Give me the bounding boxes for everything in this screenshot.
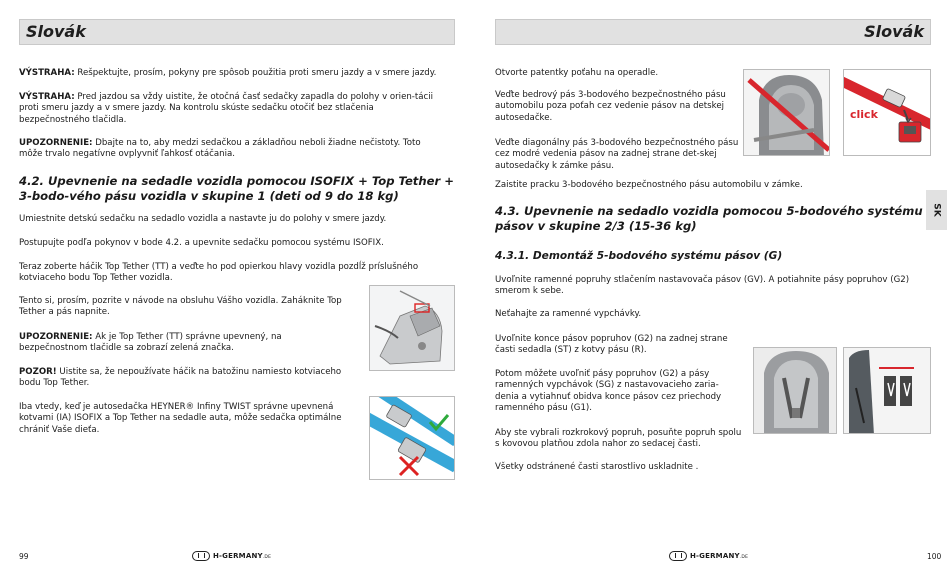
right-para-8: Potom môžete uvoľniť pásy popruhov (G2) a pásy ramenných vypchávok (SG) z nastavovacieho zaria-denia a vytiahnuť obidva konce pásov cez priechody ramenného pásu (G1). [495,369,722,414]
note-2: UPOZORNENIE: Ak je Top Tether (TT) správne upevnený, na bezpečnostnom tlačidle sa zobrazí zelená značka. [19,332,282,354]
left-para-5: Iba vtedy, keď je autosedačka HEYNER® Infiny TWIST správne upevnená kotvami (IA) ISOFIX a Top Tether na sedadle auta, môže sedačka optimálne chrániť Vaše dieťa. [19,402,342,435]
right-para-10: Všetky odstránené časti starostlivo uskladnite . [495,462,699,472]
h-germany-logo-icon [192,551,210,561]
left-header-bar [19,19,455,45]
left-page-number: 99 [19,552,29,561]
top-tether-figure [369,285,455,371]
right-para-1: Otvorte patentky poťahu na operadle. [495,68,659,78]
h-germany-logo-icon [669,551,687,561]
right-header-title: Slovák [864,22,924,41]
seat-belt-routing-figure [743,69,830,156]
right-footer-logo: H-GERMANY.DE [669,550,748,562]
left-footer-logo: H-GERMANY.DE [192,550,271,562]
right-para-3: Veďte diagonálny pás 3-bodového bezpečnostného pásu cez modré vedenia pásov na zadnej strane det-skej autosedačky k zámke pásu. [495,138,739,171]
subsection-heading-4-3-1: 4.3.1. Demontáž 5-bodového systému pásov (G) [495,250,783,262]
right-page-number: 100 [927,552,942,561]
warning-1: VÝSTRAHA: Rešpektujte, prosím, pokyny pre spôsob použitia proti smeru jazdy a v smere jazdy. [19,68,437,78]
buckle-click-figure [843,69,931,156]
right-para-4: Zaistite pracku 3-bodového bezpečnostného pásu automobilu v zámke. [495,180,803,190]
tether-hook-figure [369,396,455,480]
note-1: UPOZORNENIE: Dbajte na to, aby medzi sedačkou a základňou neboli žiadne nečistoty. Toto môže trvalo negatívne ovplyvniť ľahkosť otáčania. [19,138,421,160]
harness-release-figure [753,347,837,434]
caution: POZOR! Uistite sa, že nepoužívate háčik na batožinu namiesto kotviaceho bodu Top Tether. [19,367,342,389]
warning-2: VÝSTRAHA: Pred jazdou sa vždy uistite, že otočná časť sedačky zapadla do polohy v orien-tácii proti smeru jazdy a v smere jazdy. Na kontrolu skúste sedačku otočiť bez stlačenia bezpečnostného tlačidla. [19,92,434,125]
click-label: click [850,108,878,121]
harness-back-figure [843,347,931,434]
left-para-3: Teraz zoberte háčik Top Tether (TT) a veďte ho pod opierkou hlavy vozidla pozdĺž príslušného kotviaceho bodu Top Tether vozidla. [19,262,419,284]
left-header-title: Slovák [26,22,86,41]
section-heading-4-3: 4.3. Upevnenie na sedadlo vozidla pomocou 5-bodového systému pásov v skupine 2/3 (15-36 kg) [495,204,923,233]
right-page [475,0,950,578]
right-header-bar [495,19,931,45]
right-para-6: Neťahajte za ramenné vypchávky. [495,309,642,319]
right-para-7: Uvoľnite konce pásov popruhov (G2) na zadnej strane časti sedadla (ST) z kotvy pásu (R). [495,334,728,356]
left-para-1: Umiestnite detskú sedačku na sedadlo vozidla a nastavte ju do polohy v smere jazdy. [19,214,387,224]
section-heading-4-2: 4.2. Upevnenie na sedadle vozidla pomocou ISOFIX + Top Tether + 3-bodo-vého pásu vozidla v skupine 1 (deti od 9 do 18 kg) [19,174,454,203]
right-para-5: Uvoľnite ramenné popruhy stlačením nastavovača pásov (GV). A potiahnite pásy popruhov (G2) smerom k sebe. [495,275,910,297]
left-para-2: Postupujte podľa pokynov v bode 4.2. a upevnite sedačku pomocou systému ISOFIX. [19,238,384,248]
right-para-9: Aby ste vybrali rozkrokový popruh, posuňte popruh spolu s kovovou platňou zdola nahor zo sedacej časti. [495,428,742,450]
language-side-tab: SK [926,190,947,230]
left-para-4: Tento si, prosím, pozrite v návode na obsluhu Vášho vozidla. Zaháknite Top Tether a pás napnite. [19,296,342,318]
right-para-2: Veďte bedrový pás 3-bodového bezpečnostného pásu automobilu poza poťah cez vedenie pásov na detskej autosedačke. [495,90,726,123]
